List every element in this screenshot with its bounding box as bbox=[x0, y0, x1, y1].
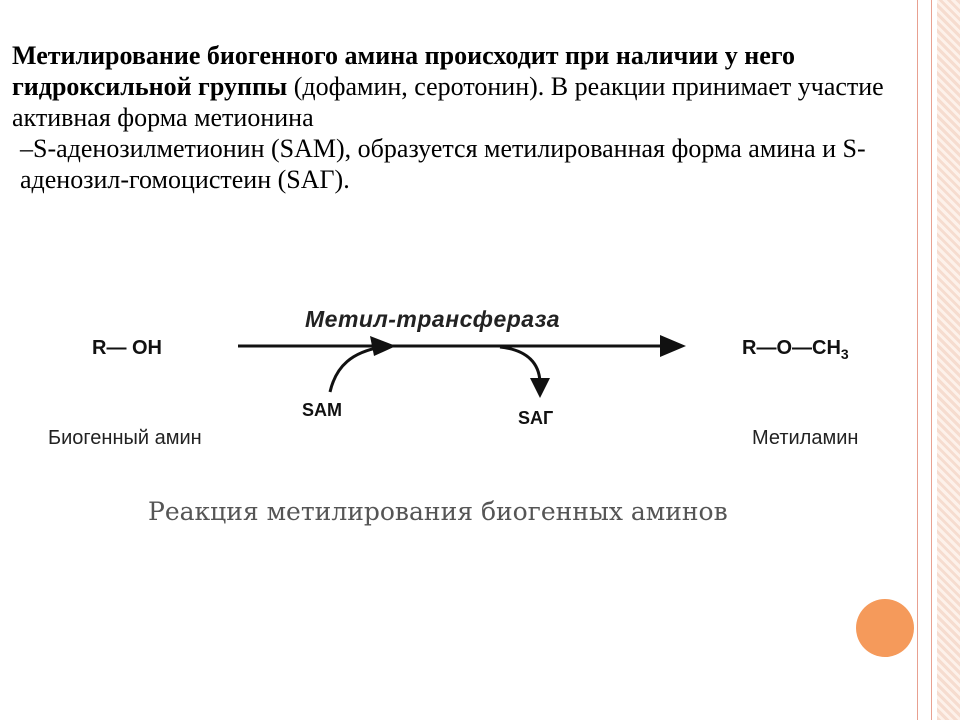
intro-bold-text: Метилирование биогенного амина происходит при наличии у него гидроксильной группы bbox=[12, 41, 795, 101]
intro-text: (дофамин, серотонин). В реакции принимает участие активная форма метионина bbox=[12, 72, 884, 132]
cofactor-sam: SAM bbox=[302, 400, 342, 420]
product-formula-text: R—O—CH bbox=[742, 337, 841, 359]
product-label: Метиламин bbox=[752, 427, 859, 449]
substrate-formula-text: R— OH bbox=[92, 337, 162, 359]
sam-arrow-head bbox=[370, 336, 396, 356]
cofactor-sag: SAГ bbox=[518, 408, 554, 428]
figure-caption: Реакция метилирования биогенных аминов bbox=[148, 497, 728, 526]
substrate-label: Биогенный амин bbox=[48, 427, 202, 449]
intro-sam-line: –S-аденозилметионин (SAM), образуется метилированная форма амина и S-аденозил-гомоцистеин (SAГ). bbox=[20, 134, 866, 194]
product-subscript: 3 bbox=[840, 346, 849, 362]
sag-arrow-head bbox=[530, 378, 550, 398]
slide-accent-circle bbox=[856, 599, 914, 657]
main-arrow-head bbox=[660, 335, 686, 357]
enzyme-label: Метил-трансфераза bbox=[305, 306, 561, 332]
